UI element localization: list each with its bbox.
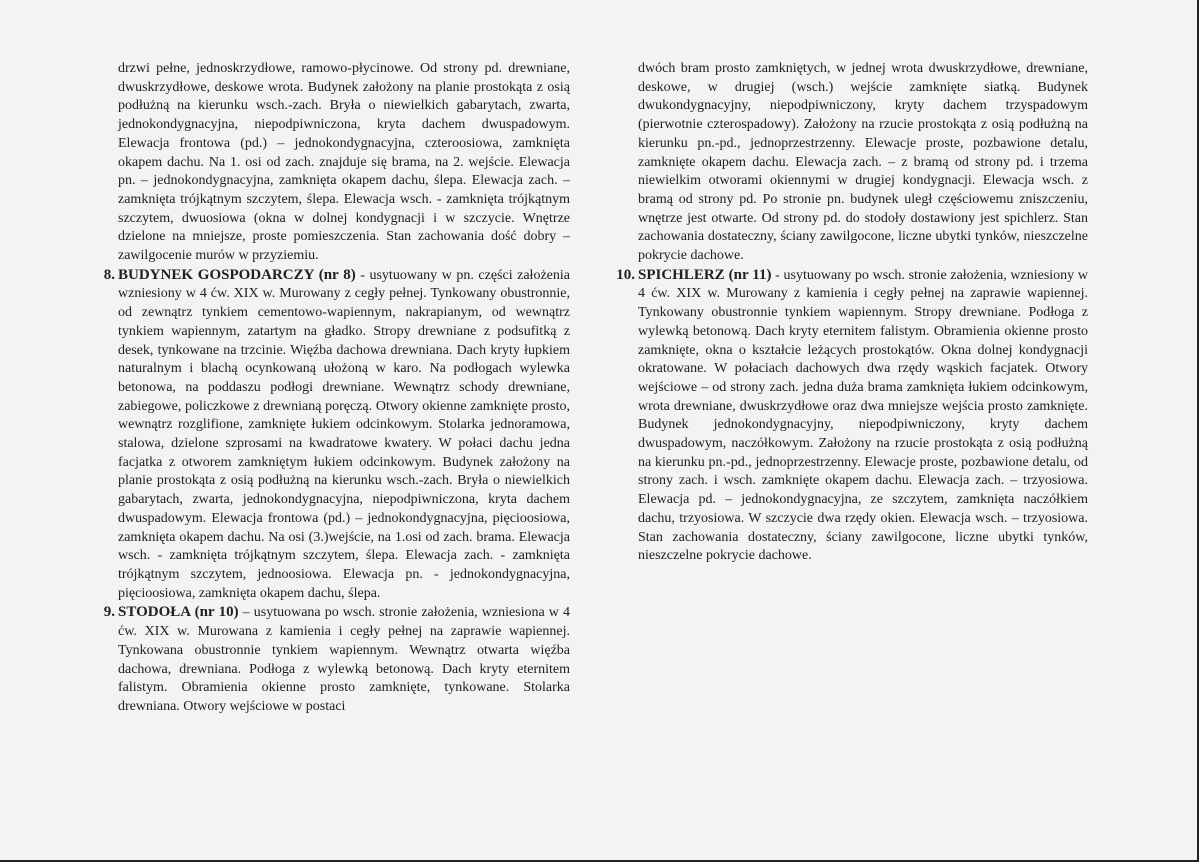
- left-column-continuation: drzwi pełne, jednoskrzydłowe, ramowo-płycinowe. Od strony pd. drewniane, dwuskrzydłowe, deskowe wrota. Budynek założony na planie prostokąta z osią podłużną na kierunku wsch.-zach. Bryła o niewielkich gabarytach, zwarta, jednokondygnacyjna, niepodpiwniczona, kryta dachem dwuspadowym. Elewacja frontowa (pd.) – jednokondygnacyjna, czteroosiowa, zamknięta okapem dachu. Na 1. osi od zach. znajduje się brama, na 2. wejście. Elewacja pn. – jednokondygnacyjna, zamknięta okapem dachu, ślepa. Elewacja zach. – zamknięta trójkątnym szczytem, ślepa. Elewacja wsch. - zamknięta trójkątnym szczytem, dwuosiowa (okna w dolnej kondygnacji i w szczycie. Wnętrze dzielone na mniejsze, proste pomieszczenia. Stan zachowania dość dobry – zawilgocenie murów w przyziemiu.: [118, 61, 570, 264]
- right-column: [616, 60, 1088, 566]
- entry-stodola: [103, 603, 570, 716]
- entry-text: – usytuowana po wsch. stronie założenia, wzniesiona w 4 ćw. XIX w. Murowana z kamienia i cegły pełnej na zaprawie wapiennej. Tynkowana obustronnie tynkiem wapiennym. Wewnątrz otwarta więźba dachowa, drewniana. Podłoga z wylewką betonową. Dach kryty eternitem falistym. Obramienia okienne prosto zamknięte, tynkowane. Stolarka drewniana. Otwory wejściowe w postaci: [118, 605, 570, 714]
- entry-text: - usytuowany w pn. części założenia wzniesiony w 4 ćw. XIX w. Murowany z cegły pełnej. Tynkowany obustronnie, od zewnątrz tynkiem cementowo-wapiennym, nakrapianym, od wewnątrz tynkiem wapiennym, zatartym na gładko. Stropy drewniane z podsufitką z desek, tynkowane na trzcinie. Więźba dachowa drewniana. Dach kryty łupkiem naturalnym i blachą ocynkowaną ułożoną w karo. Na podłogach wylewka betonowa, na poddaszu podłogi drewniane. Wewnątrz schody drewniane, zabiegowe, policzkowe z drewnianą poręczą. Otwory okienne zamknięte prosto, wewnątrz rozglifione, zamknięte łukiem odcinkowym. Stolarka jednoramowa, stalowa, dzielone szprosami na kwadratowe kwatery. W połaci dachu jedna facjatka z otworem zamkniętym łukiem odcinkowym. Budynek założony na planie prostokąta z osią podłużną na kierunku wsch.-zach. Bryła o niewielkich gabarytach, zwarta, jednokondygnacyjna, niepodpiwniczona, kryta dachem dwuspadowym. Elewacja frontowa (pd.) – jednokondygnacyjna, pięcioosiowa, zamknięta okapem dachu. Na osi (3.)wejście, na 1.osi od zach. brama. Elewacja wsch. - zamknięta trójkątnym szczytem, ślepa. Elewacja zach. - zamknięta trójkątnym szczytem, jednoosiowa. Elewacja pn. - jednokondygnacyjna, pięcioosiowa, zamknięta okapem dachu, ślepa.: [118, 267, 570, 601]
- entry-title: STODOŁA (nr 10): [118, 604, 239, 621]
- entry-number: 8.: [103, 266, 115, 283]
- entry-title: BUDYNEK GOSPODARCZY (nr 8): [118, 266, 356, 283]
- entry-number: 9.: [103, 604, 115, 621]
- entry-text: - usytuowany po wsch. stronie założenia, wzniesiony w 4 ćw. XIX w. Murowany z kamienia i cegły pełnej na zaprawie wapiennej. Tynkowany obustronnie tynkiem wapiennym. Stropy drewniane. Podłoga z wylewką betonową. Dach kryty eternitem falistym. Obramienia okienne prosto zamknięte, okna o kształcie leżących prostokątów. Okna dolnej kondygnacji okratowane. W połaciach dachowych dwa rzędy wąskich facjatek. Otwory wejściowe – od strony zach. jedna duża brama zamknięta łukiem odcinkowym, wrota drewniane, dwuskrzydłowe oraz dwa mniejsze wejścia prosto zamknięte. Budynek jednokondygnacyjny, niepodpiwniczony, kryty dachem dwuspadowym, naczółkowym. Założony na rzucie prostokąta z osią podłużną na kierunku pn.-pd., jednoprzestrzenny. Elewacje proste, pozbawione detalu, od strony zach. i wsch. zamknięte okapem dachu. Elewacja zach. – trzyosiowa. Elewacja pd. – jednokondygnacyjna, ze szczytem, zamknięta naczółkiem dachu, trzyosiowa. W szczycie dwa rzędy okien. Elewacja wsch. – trzyosiowa. Stan zachowania dostateczny, ściany zawilgocone, liczne ubytki tynków, nieszczelne pokrycie dachowe.: [638, 267, 1088, 564]
- right-column-continuation: dwóch bram prosto zamkniętych, w jednej wrota dwuskrzydłowe, drewniane, deskowe, w drugiej (wsch.) wejście zamknięte siatką. Budynek dwukondygnacyjny, niepodpiwniczony, kryty dachem trzyspadowym (pierwotnie czterospadowy). Założony na rzucie prostokąta z osią podłużną na kierunku pn.-pd., jednoprzestrzenny. Elewacje proste, pozbawione detalu, zamknięte okapem dachu. Elewacja zach. – z bramą od strony pd. i trzema niewielkim otworami okiennymi w drugiej kondygnacji. Elewacja wsch. z bramą od strony pd. Po stronie pn. budynek uległ częściowemu zniszczeniu, wnętrze jest otwarte. Od strony pd. do stodoły dostawiony jest spichlerz. Stan zachowania dostateczny, ściany zawilgocone, liczne ubytki tynków, nieszczelne pokrycie dachowe.: [638, 61, 1088, 264]
- entry-title: SPICHLERZ (nr 11): [638, 266, 772, 283]
- entry-number: 10.: [616, 266, 635, 283]
- entry-spichlerz: [616, 266, 1088, 566]
- entry-budynek-gospodarczy: [103, 266, 570, 604]
- left-column: [103, 60, 570, 717]
